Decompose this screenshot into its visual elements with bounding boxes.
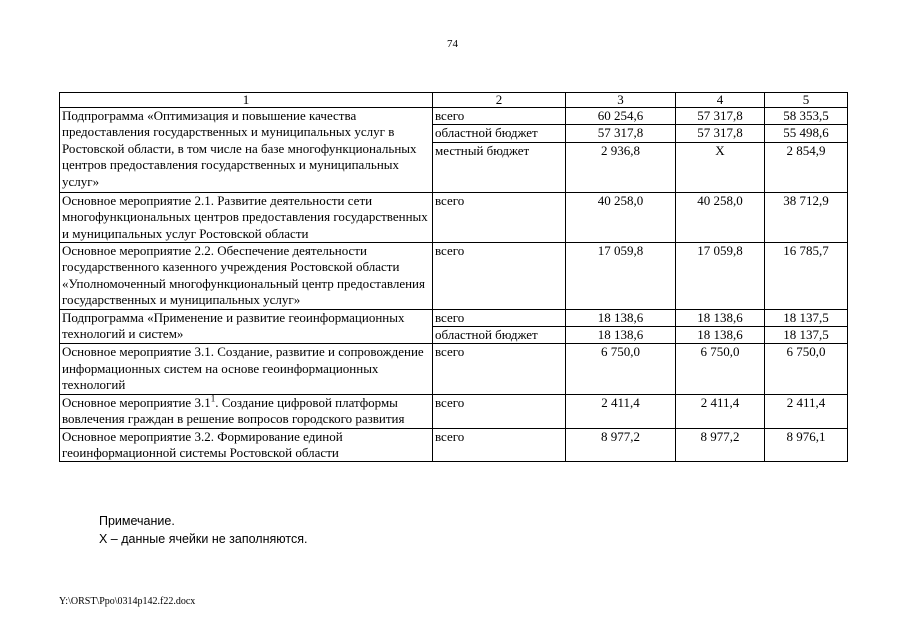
value-cell-col4: 8 977,2 <box>676 428 765 462</box>
value-cell-col5: 38 712,9 <box>765 192 848 242</box>
row-name-cell: Подпрограмма «Применение и развитие геоинформационных технологий и систем» <box>60 309 433 344</box>
column-header-2: 2 <box>433 93 566 108</box>
value-cell-col3: 6 750,0 <box>566 344 676 394</box>
row-name-cell: Основное мероприятие 2.1. Развитие деятельности сети многофункциональных центров предоставления государственных и муниципальных услуг Ростовской области <box>60 192 433 242</box>
value-cell-col4: 40 258,0 <box>676 192 765 242</box>
page-number: 74 <box>447 38 458 50</box>
funding-source-cell: областной бюджет <box>433 125 566 142</box>
funding-source-cell: всего <box>433 344 566 394</box>
funding-source-cell: всего <box>433 394 566 428</box>
row-name-suffix: . Создание цифровой платформы вовлечения граждан в решение вопросов городского развития <box>62 394 405 427</box>
value-cell-col3: 40 258,0 <box>566 192 676 242</box>
funding-source-cell: всего <box>433 192 566 242</box>
value-cell-col4: 2 411,4 <box>676 394 765 428</box>
value-cell-col3: 60 254,6 <box>566 108 676 125</box>
value-cell-col5: 2 411,4 <box>765 394 848 428</box>
column-header-5: 5 <box>765 93 848 108</box>
table-header-row <box>60 93 848 108</box>
table-row <box>60 344 848 394</box>
value-cell-col3: 8 977,2 <box>566 428 676 462</box>
row-name-cell: Подпрограмма «Оптимизация и повышение качества предоставления государственных и муниципальных услуг в Ростовской области, в том числе на базе многофункциональных центров предоставления государственных и муниципальных услуг» <box>60 108 433 193</box>
table-row <box>60 108 848 125</box>
value-cell-col5: 6 750,0 <box>765 344 848 394</box>
value-cell-col5: 58 353,5 <box>765 108 848 125</box>
budget-table <box>59 92 848 462</box>
value-cell-col3: 17 059,8 <box>566 243 676 310</box>
row-name-cell: Основное мероприятие 3.1. Создание, развитие и сопровождение информационных систем на основе геоинформационных технологий <box>60 344 433 394</box>
column-header-3: 3 <box>566 93 676 108</box>
value-cell-col4: 6 750,0 <box>676 344 765 394</box>
row-name-cell <box>60 394 433 428</box>
value-cell-col4: 57 317,8 <box>676 125 765 142</box>
table-row <box>60 428 848 462</box>
value-cell-col4: 18 138,6 <box>676 309 765 326</box>
value-cell-col4: 17 059,8 <box>676 243 765 310</box>
value-cell-col4: 18 138,6 <box>676 327 765 344</box>
value-cell-col3: 57 317,8 <box>566 125 676 142</box>
file-path-footer: Y:\ORST\Ppo\0314p142.f22.docx <box>59 596 196 607</box>
value-cell-col5: 2 854,9 <box>765 142 848 192</box>
table-row <box>60 192 848 242</box>
funding-source-cell: местный бюджет <box>433 142 566 192</box>
row-name-prefix: Основное мероприятие 3.1 <box>62 394 211 410</box>
row-name-superscript: 1 <box>210 393 216 404</box>
value-cell-col5: 18 137,5 <box>765 309 848 326</box>
value-cell-col4: 57 317,8 <box>676 108 765 125</box>
row-name-cell: Основное мероприятие 3.2. Формирование единой геоинформационной системы Ростовской области <box>60 428 433 462</box>
value-cell-col5: 18 137,5 <box>765 327 848 344</box>
funding-source-cell: областной бюджет <box>433 327 566 344</box>
column-header-4: 4 <box>676 93 765 108</box>
value-cell-col5: 8 976,1 <box>765 428 848 462</box>
column-header-1: 1 <box>60 93 433 108</box>
note-title: Примечание. <box>99 514 175 528</box>
value-cell-col3: 2 411,4 <box>566 394 676 428</box>
value-cell-col3: 18 138,6 <box>566 309 676 326</box>
funding-source-cell: всего <box>433 108 566 125</box>
table-row <box>60 309 848 326</box>
table-row <box>60 243 848 310</box>
funding-source-cell: всего <box>433 243 566 310</box>
funding-source-cell: всего <box>433 309 566 326</box>
note-text: Х – данные ячейки не заполняются. <box>99 532 308 546</box>
value-cell-col3: 18 138,6 <box>566 327 676 344</box>
value-cell-col3: 2 936,8 <box>566 142 676 192</box>
value-cell-col4: Х <box>676 142 765 192</box>
value-cell-col5: 55 498,6 <box>765 125 848 142</box>
funding-source-cell: всего <box>433 428 566 462</box>
table-row <box>60 394 848 428</box>
value-cell-col5: 16 785,7 <box>765 243 848 310</box>
row-name-cell: Основное мероприятие 2.2. Обеспечение деятельности государственного казенного учреждения Ростовской области «Уполномоченный многофункциональный центр предоставления государственных и муниципальных услуг» <box>60 243 433 310</box>
